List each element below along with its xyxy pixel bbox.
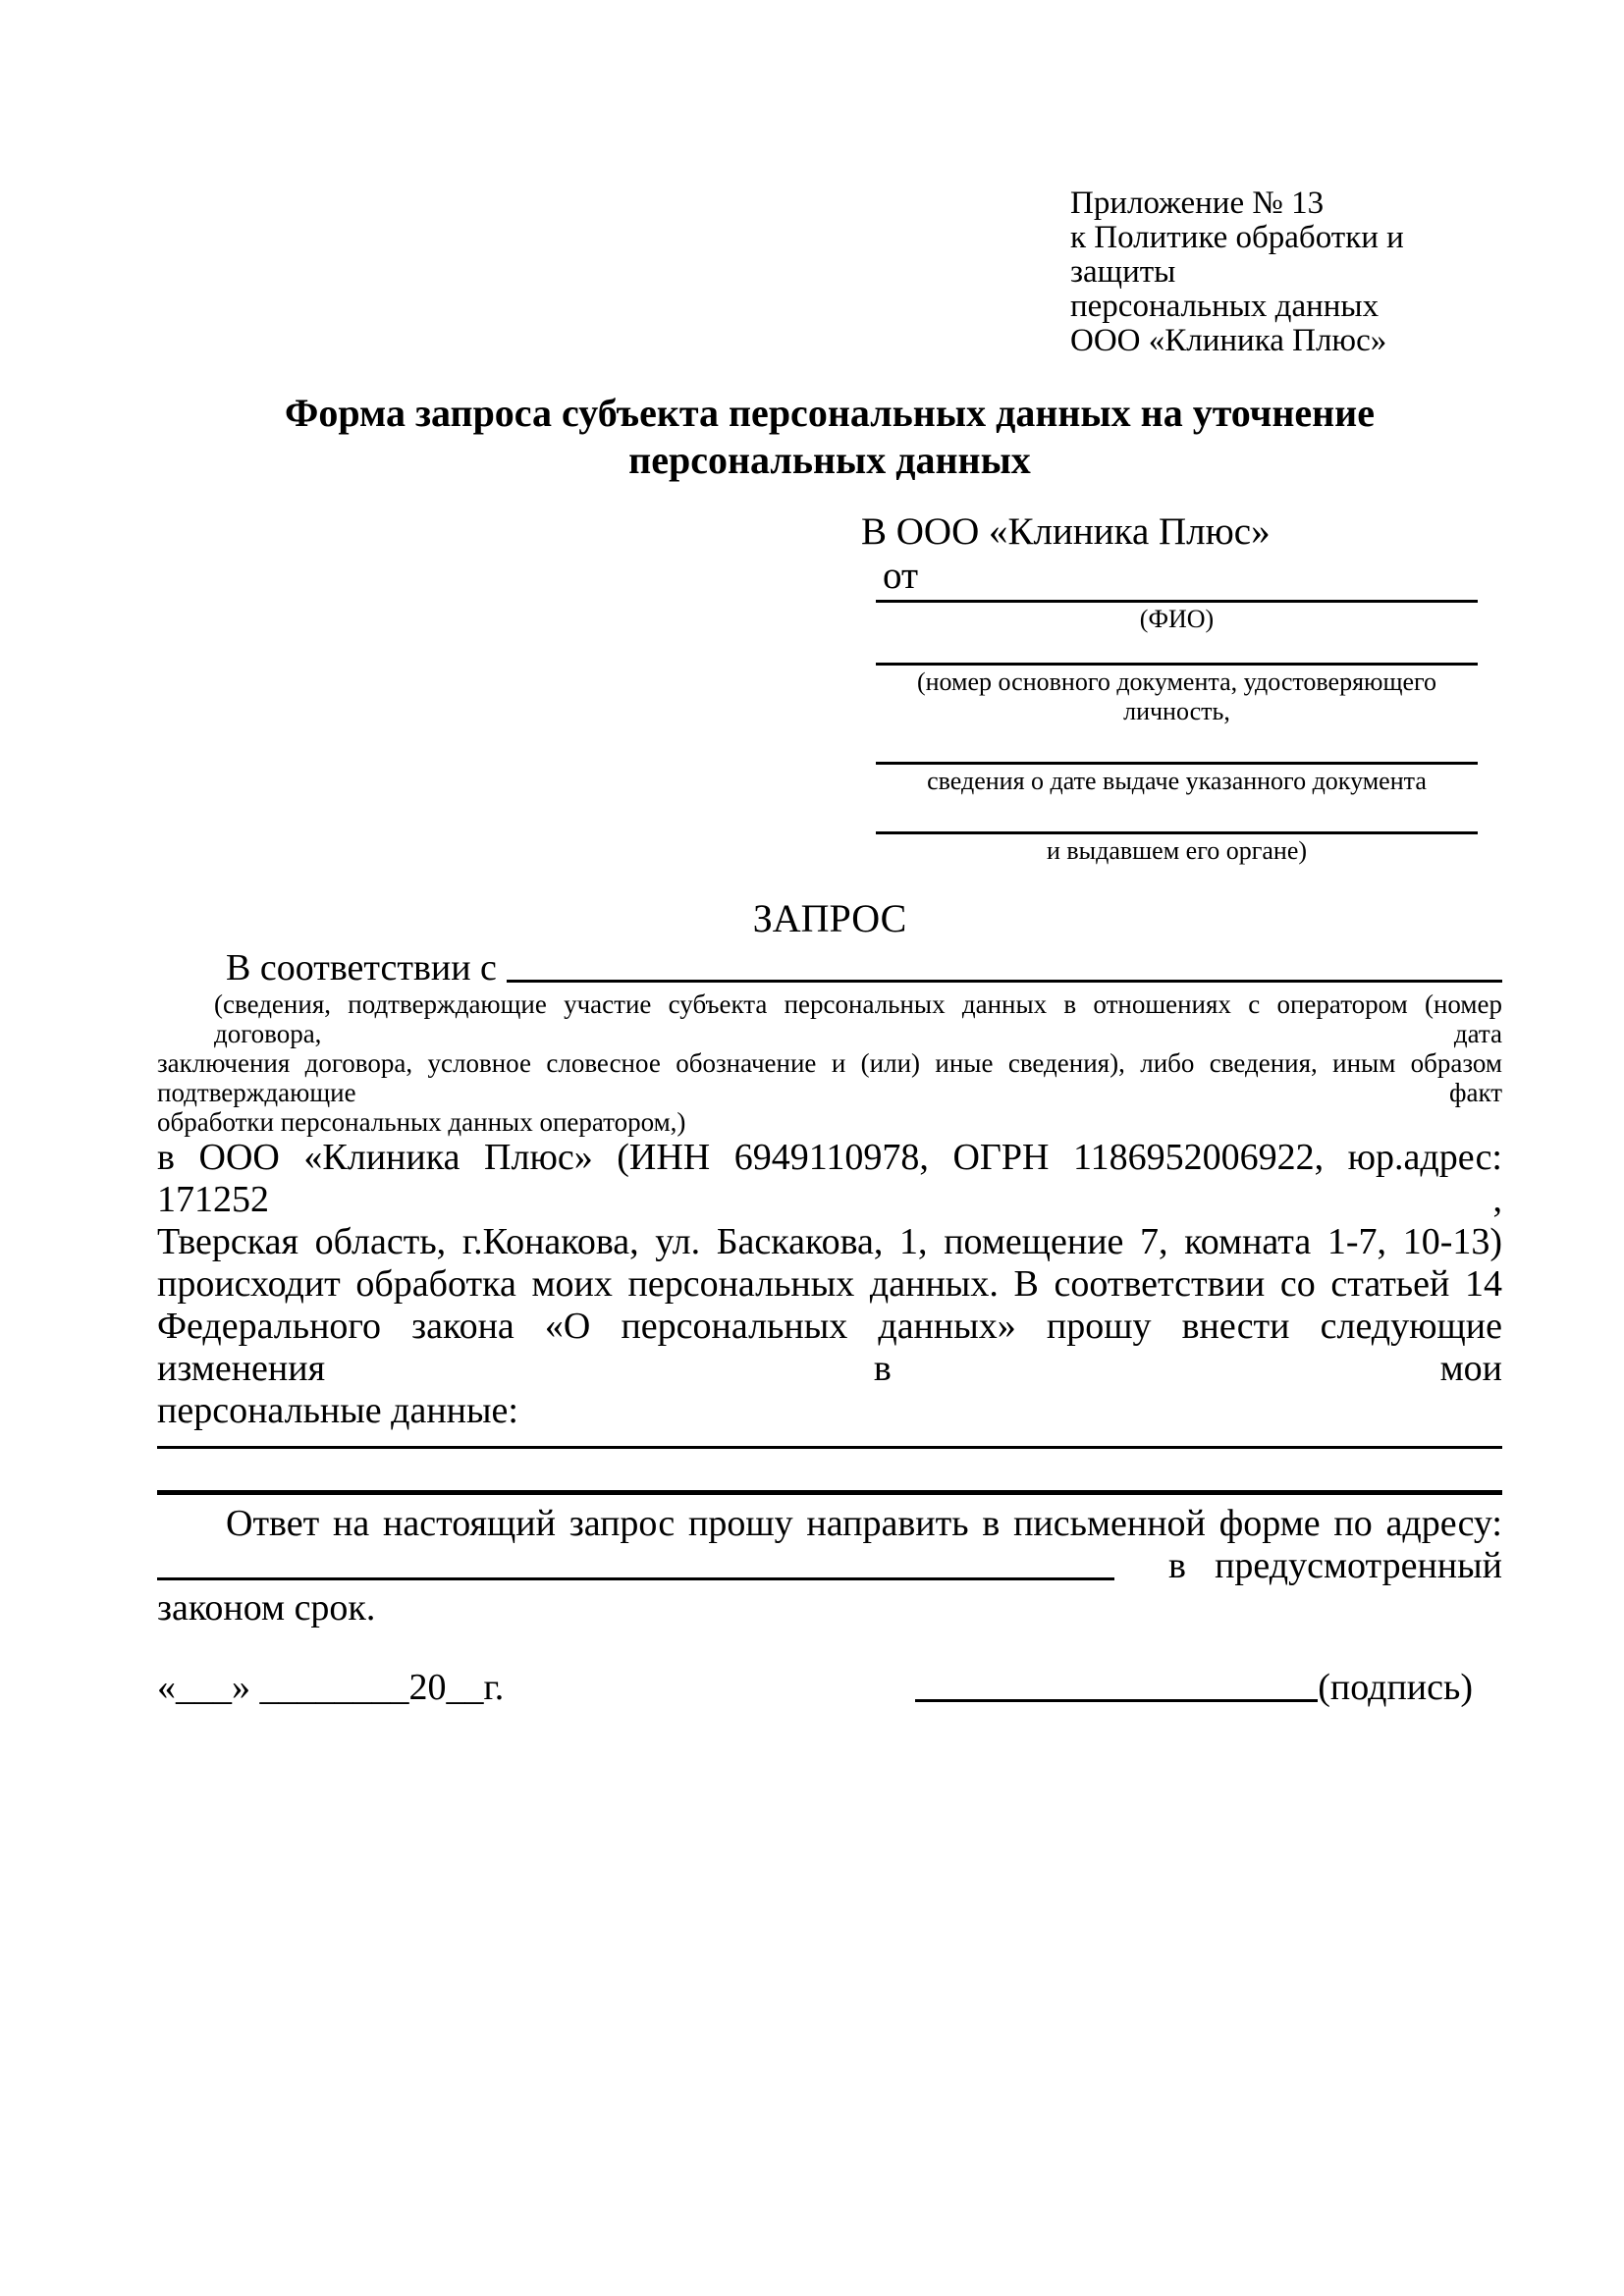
- body-paragraph: [157, 1137, 1502, 1432]
- appendix-note-line-4: ООО «Клиника Плюс»: [1070, 323, 1387, 358]
- body-line-2: Тверская область, г.Конакова, ул. Баскакова, 1, помещение 7, комната 1-7, 10-13): [157, 1221, 1502, 1262]
- document-title-line-1: Форма запроса субъекта персональных данных на уточнение: [285, 391, 1375, 435]
- document-number-field: [861, 663, 1478, 726]
- document-title-line-2: персональных данных: [628, 438, 1031, 482]
- fine-print-note: [157, 989, 1502, 1137]
- reply-word-2: предусмотренный: [1215, 1545, 1502, 1586]
- fine-print-line-2: заключения договора, условное словесное обозначение и (или) иные сведения), либо сведения, иным образом подтверждающие факт: [157, 1048, 1502, 1107]
- document-number-blank-line: [876, 663, 1478, 666]
- fio-field: [861, 600, 1478, 634]
- fine-print-line-1: (сведения, подтверждающие участие субъекта персональных данных в отношениях с оператором (номер договора, дата: [214, 989, 1502, 1048]
- issue-date-caption: сведения о дате выдаче указанного документа: [927, 767, 1427, 795]
- address-blank-line: [157, 1577, 1114, 1580]
- reply-address-line: [157, 1545, 1502, 1587]
- addressee-from-label: от: [883, 555, 919, 597]
- changes-blank-line-2: [157, 1490, 1502, 1495]
- request-heading: ЗАПРОС: [752, 896, 907, 940]
- fio-blank-line: [876, 600, 1478, 603]
- document-number-caption: (номер основного документа, удостоверяющего личность,: [916, 667, 1437, 725]
- accordance-prefix: В соответствии с: [226, 947, 497, 988]
- signature-caption: (подпись): [1318, 1667, 1473, 1708]
- body-line-3: происходит обработка моих персональных данных. В соответствии со статьей 14: [157, 1263, 1502, 1305]
- document-content: [157, 187, 1502, 1709]
- appendix-note-line-1: Приложение № 13: [1070, 186, 1325, 221]
- issue-date-blank-line: [876, 762, 1478, 765]
- issuing-authority-field: [861, 831, 1478, 866]
- document-title: [157, 390, 1502, 484]
- fine-print-line-3: обработки персональных данных оператором,): [157, 1107, 686, 1137]
- accordance-line: [157, 946, 1502, 989]
- accordance-blank-line: [507, 980, 1502, 983]
- addressee-to: В ООО «Клиника Плюс»: [861, 510, 1271, 553]
- appendix-note-line-3: персональных данных: [1070, 289, 1380, 324]
- issuing-authority-blank-line: [876, 831, 1478, 834]
- appendix-note: [1070, 187, 1502, 358]
- signature-block: [915, 1667, 1473, 1709]
- changes-blank-line-1: [157, 1446, 1502, 1449]
- reply-line: Ответ на настоящий запрос прошу направить в письменной форме по адресу:: [226, 1503, 1502, 1544]
- signature-blank-line: [915, 1699, 1318, 1702]
- issuing-authority-caption: и выдавшем его органе): [1046, 836, 1308, 865]
- fio-caption: (ФИО): [1139, 605, 1215, 633]
- issue-date-field: [861, 762, 1478, 796]
- date-blank: «___» ________20__г.: [157, 1667, 505, 1708]
- appendix-note-line-2: к Политике обработки и защиты: [1070, 220, 1404, 290]
- reply-closing: законом срок.: [157, 1587, 376, 1629]
- body-line-1: в ООО «Клиника Плюс» (ИНН 6949110978, ОГРН 1186952006922, юр.адрес: 171252 ,: [157, 1137, 1502, 1220]
- body-line-4: Федерального закона «О персональных данных» прошу внести следующие изменения в мои: [157, 1306, 1502, 1389]
- signing-row: [157, 1667, 1502, 1709]
- reply-word-1: в: [1168, 1545, 1186, 1586]
- addressee-block: [861, 509, 1478, 866]
- body-line-5: персональные данные:: [157, 1390, 518, 1431]
